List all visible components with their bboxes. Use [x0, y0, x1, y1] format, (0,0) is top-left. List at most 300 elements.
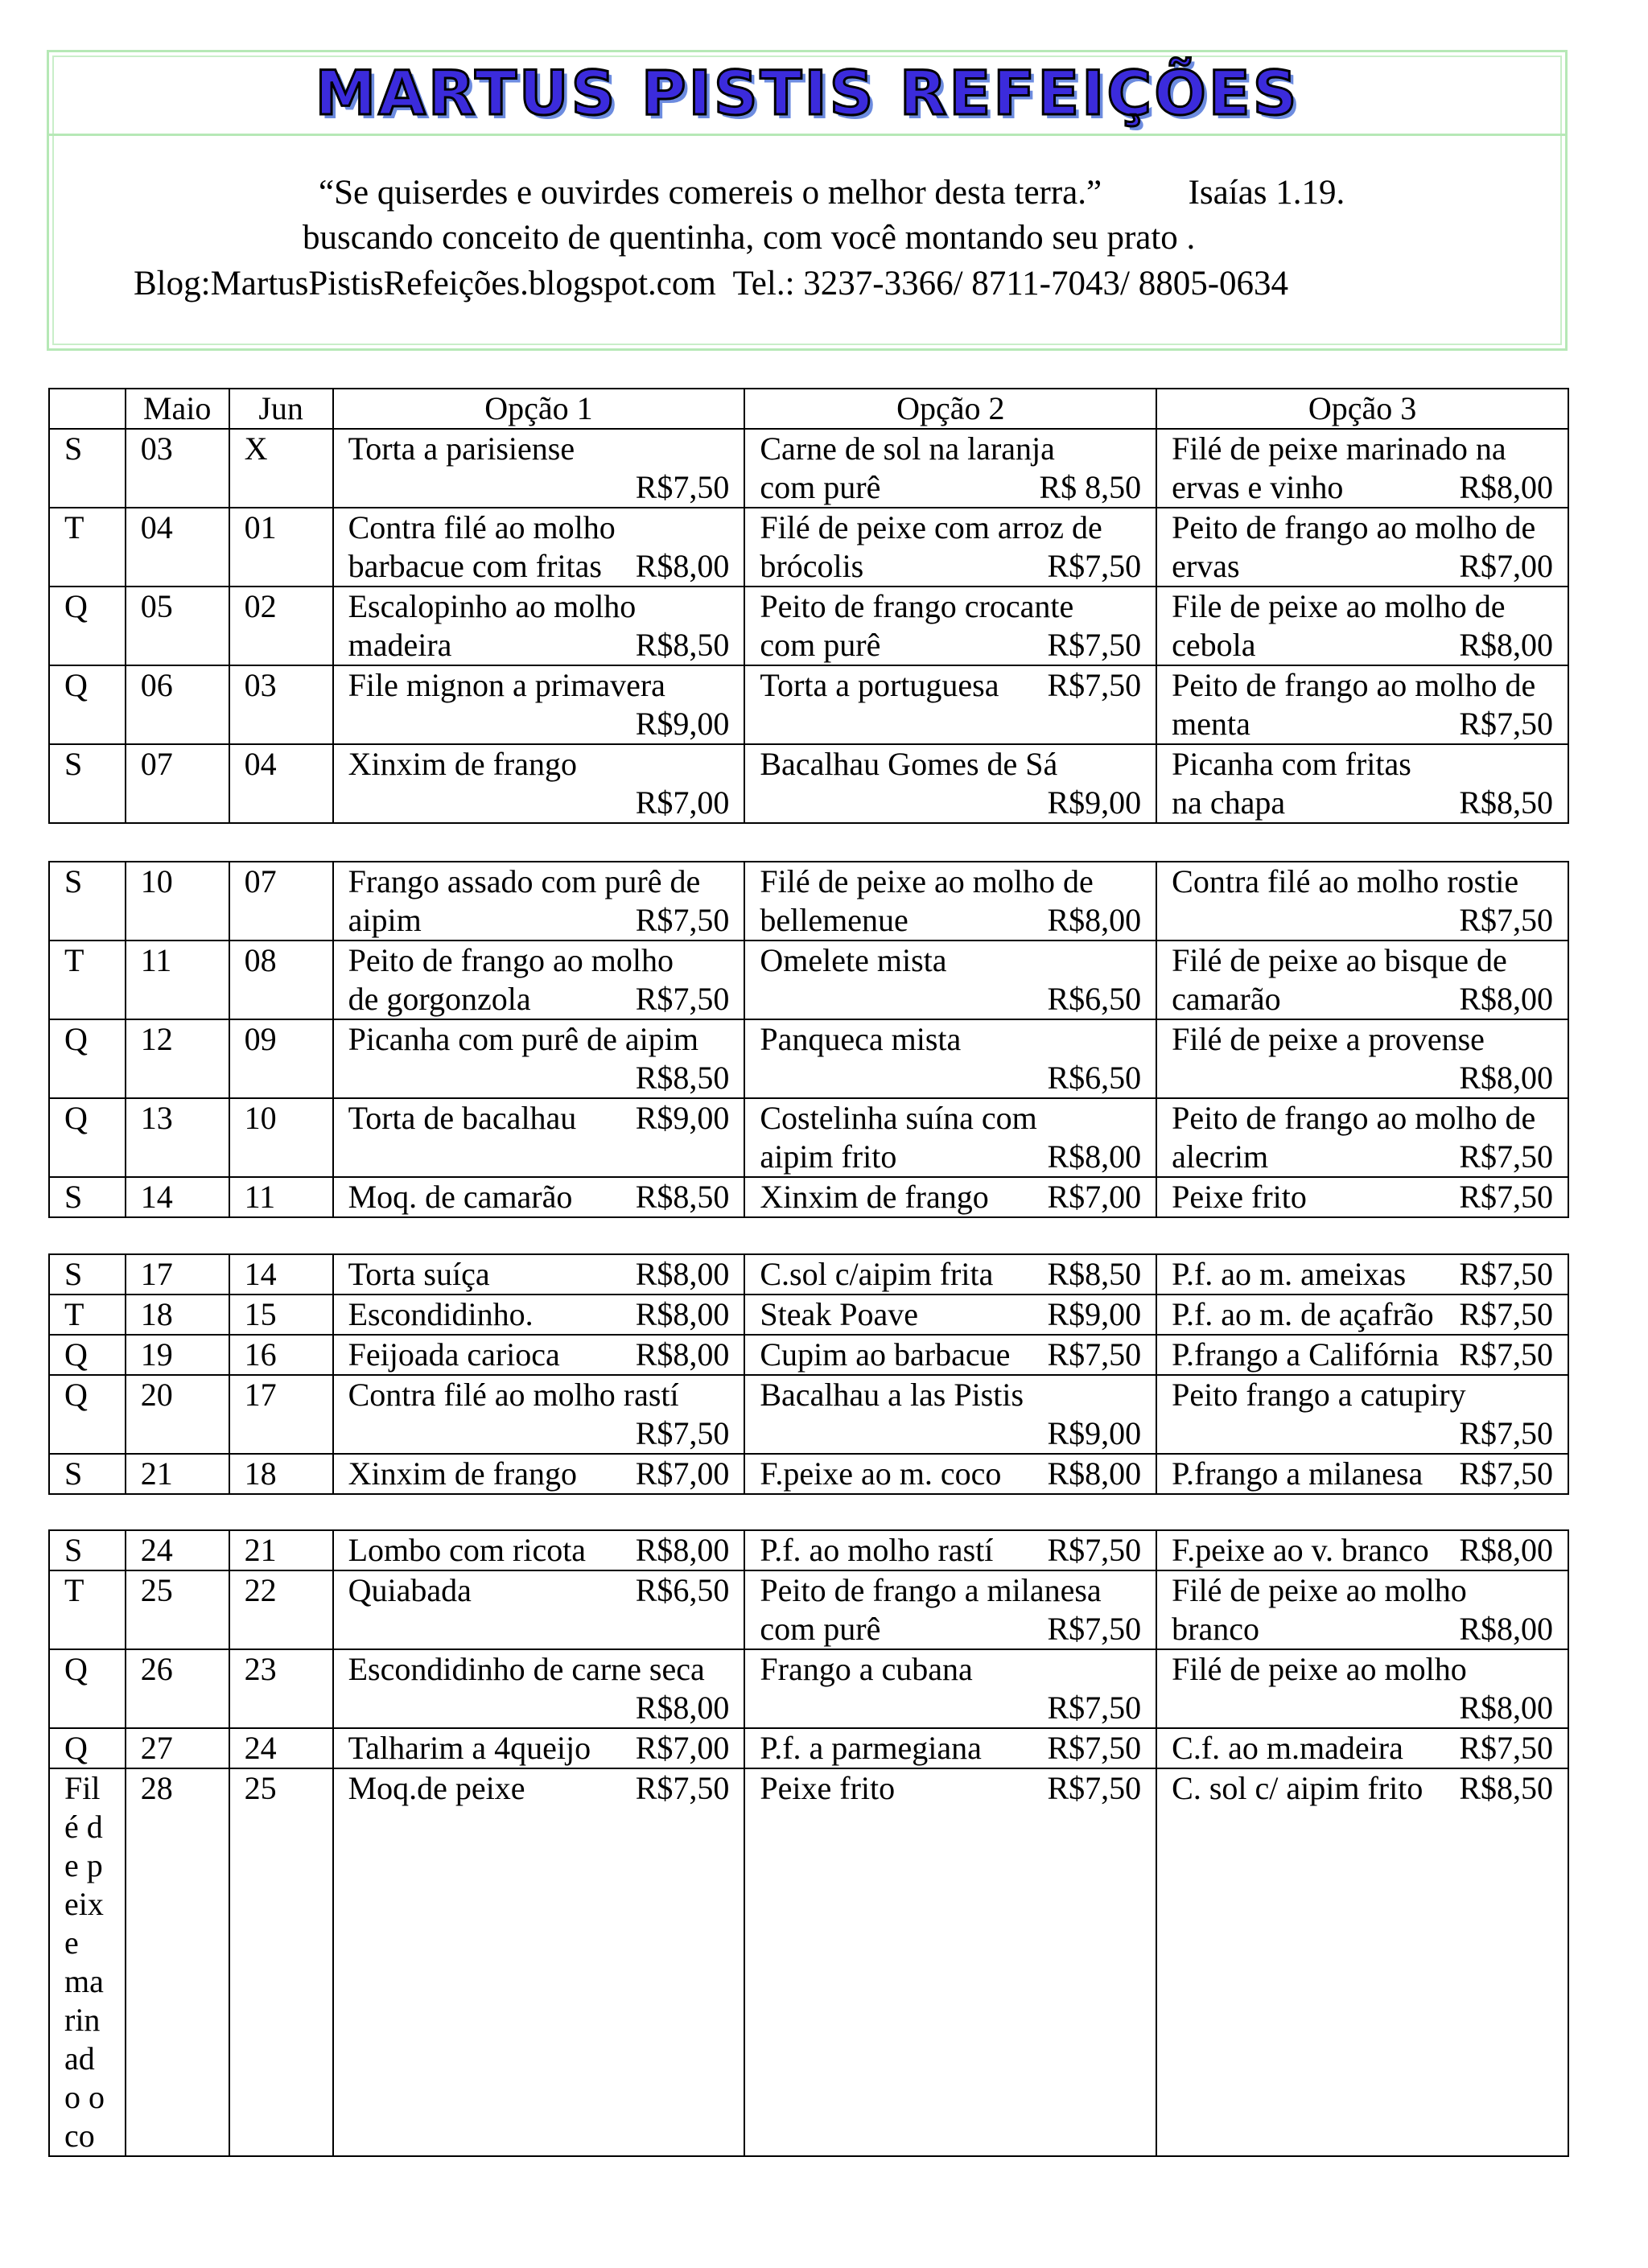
- weekday-cell: [49, 941, 126, 1019]
- table-row: [49, 744, 1568, 823]
- dish-price: R$8,00: [1459, 1532, 1553, 1568]
- opcao-3-cell: [1156, 587, 1568, 665]
- maio-date-cell: [126, 1335, 229, 1375]
- dish-name-continued: aipim frito: [760, 1138, 897, 1175]
- dish-price: R$7,50: [1047, 1730, 1142, 1766]
- dish-price: R$9,00: [635, 1100, 730, 1136]
- dish-name: Omelete mista: [760, 942, 947, 978]
- dish-price: R$7,50: [1047, 1532, 1142, 1568]
- maio-date-cell-text: 07: [140, 746, 173, 782]
- dish-line: [1172, 1455, 1553, 1493]
- dish-name: Moq. de camarão: [348, 1179, 573, 1215]
- opcao-2-cell: [744, 1295, 1156, 1335]
- dish-name: Carne de sol na laranja: [760, 430, 1055, 467]
- weekday-cell: [49, 587, 126, 665]
- dish-line: [760, 1336, 1141, 1374]
- dish-name: Filé de peixe a provense: [1172, 1021, 1485, 1057]
- header-day-cell: [49, 389, 126, 429]
- dish-name-continued: bellemenue: [760, 902, 908, 938]
- table-row: [49, 1019, 1568, 1098]
- menu-week-table: [48, 388, 1569, 824]
- weekday-cell: [49, 1768, 126, 2156]
- maio-date-cell: [126, 665, 229, 744]
- dish-price: R$7,00: [635, 1730, 730, 1766]
- dish-line: [760, 1531, 1141, 1570]
- dish-price: R$8,00: [1459, 1611, 1553, 1647]
- dish-name: Contra filé ao molho rastí: [348, 1377, 679, 1413]
- maio-date-cell: [126, 744, 229, 823]
- weekday-cell: [49, 1649, 126, 1728]
- dish-name: Torta de bacalhau: [348, 1100, 577, 1136]
- opcao-1-cell: [333, 1254, 745, 1295]
- weekday-cell-text: S: [64, 863, 83, 899]
- jun-date-cell-text: 04: [244, 746, 277, 782]
- dish-name: Feijoada carioca: [348, 1336, 560, 1373]
- table-row: [49, 1530, 1568, 1570]
- opcao-3-cell: [1156, 1254, 1568, 1295]
- jun-date-cell-text: 07: [244, 863, 277, 899]
- dish-name: Panqueca mista: [760, 1021, 962, 1057]
- dish-price: R$7,50: [1047, 1611, 1142, 1647]
- opcao-2-cell: [744, 744, 1156, 823]
- dish-name-continued: com purê: [760, 1611, 881, 1647]
- dish-name-continued: com purê: [760, 469, 881, 505]
- maio-date-cell-text: 21: [140, 1455, 173, 1492]
- dish-name: P.f. ao molho rastí: [760, 1532, 994, 1568]
- dish-name: C.f. ao m.madeira: [1172, 1730, 1403, 1766]
- opcao-1-cell: [333, 941, 745, 1019]
- table-row: [49, 587, 1568, 665]
- jun-date-cell: [229, 744, 333, 823]
- dish-name: Peixe frito: [760, 1770, 896, 1806]
- header-opcao-3: Opção 3: [1156, 389, 1568, 429]
- dish-name: F.peixe ao v. branco: [1172, 1532, 1429, 1568]
- dish-name: Escalopinho ao molho: [348, 588, 637, 624]
- dish-name: Torta a parisiense: [348, 430, 575, 467]
- table-row: [49, 862, 1568, 941]
- menu-week-table: [48, 861, 1569, 1218]
- dish-line: [1172, 1729, 1553, 1768]
- dish-name: Contra filé ao molho rostie: [1172, 863, 1519, 899]
- dish-price: R$8,00: [635, 1690, 730, 1726]
- dish-price: R$7,50: [1459, 1296, 1553, 1332]
- opcao-2-cell: [744, 1019, 1156, 1098]
- weekday-cell-text: S: [64, 1455, 83, 1492]
- opcao-1-cell: [333, 665, 745, 744]
- dish-line: [348, 1531, 730, 1570]
- opcao-3-cell: [1156, 1454, 1568, 1494]
- maio-date-cell: [126, 1649, 229, 1728]
- opcao-3-cell: [1156, 1530, 1568, 1570]
- jun-date-cell-text: 09: [244, 1021, 277, 1057]
- jun-date-cell-text: X: [244, 430, 268, 467]
- opcao-1-cell: [333, 1295, 745, 1335]
- weekday-cell: [49, 1177, 126, 1217]
- dish-name: Torta a portuguesa: [760, 667, 999, 703]
- dish-price: R$8,00: [1459, 1060, 1553, 1096]
- dish-name: P.f. a parmegiana: [760, 1730, 982, 1766]
- opcao-2-cell: [744, 1649, 1156, 1728]
- header-row: [49, 389, 1568, 429]
- dish-line: [760, 1455, 1141, 1493]
- weekday-cell: [49, 1335, 126, 1375]
- dish-price: R$8,00: [635, 1256, 730, 1292]
- maio-date-cell-text: 10: [140, 863, 173, 899]
- jun-date-cell: [229, 1098, 333, 1177]
- weekday-cell: [49, 1530, 126, 1570]
- table-row: [49, 1454, 1568, 1494]
- dish-name: Quiabada: [348, 1572, 472, 1608]
- menu-week-table: [48, 1253, 1569, 1495]
- jun-date-cell: [229, 1254, 333, 1295]
- dish-line: [1172, 468, 1553, 507]
- dish-name: F.peixe ao m. coco: [760, 1455, 1002, 1492]
- dish-name: Xinxim de frango: [760, 1179, 989, 1215]
- maio-date-cell-text: 27: [140, 1730, 173, 1766]
- maio-date-cell-text: 24: [140, 1532, 173, 1568]
- dish-price: R$7,50: [635, 1770, 730, 1806]
- dish-name: Picanha com fritas: [1172, 746, 1411, 782]
- header-opcao-2: Opção 2: [744, 389, 1156, 429]
- dish-line: [348, 901, 730, 940]
- dish-line: [760, 666, 1141, 705]
- dish-price: R$7,50: [635, 469, 730, 505]
- dish-name: Bacalhau Gomes de Sá: [760, 746, 1058, 782]
- header-box: [47, 50, 1568, 351]
- dish-price: R$6,50: [1047, 981, 1142, 1017]
- jun-date-cell-text: 17: [244, 1377, 277, 1413]
- jun-date-cell-text: 03: [244, 667, 277, 703]
- dish-price: R$7,50: [1459, 902, 1553, 938]
- dish-name-continued: cebola: [1172, 627, 1256, 663]
- weekday-cell-text: S: [64, 1179, 83, 1215]
- dish-name: Peito de frango crocante: [760, 588, 1074, 624]
- opcao-3-cell: [1156, 1295, 1568, 1335]
- jun-date-cell: [229, 508, 333, 587]
- maio-date-cell: [126, 1295, 229, 1335]
- maio-date-cell-text: 13: [140, 1100, 173, 1136]
- dish-line: [1172, 1336, 1553, 1374]
- dish-line: [1172, 1138, 1553, 1176]
- dish-price: R$6,50: [635, 1572, 730, 1608]
- table-row: [49, 1728, 1568, 1768]
- dish-line: [760, 468, 1141, 507]
- jun-date-cell-text: 21: [244, 1532, 277, 1568]
- maio-date-cell: [126, 1530, 229, 1570]
- maio-date-cell: [126, 429, 229, 508]
- dish-price: R$7,50: [1459, 1179, 1553, 1215]
- table-row: [49, 1098, 1568, 1177]
- dish-price: R$9,00: [1047, 1296, 1142, 1332]
- dish-name: Costelinha suína com: [760, 1100, 1037, 1136]
- dish-price: R$6,50: [1047, 1060, 1142, 1096]
- opcao-1-cell: [333, 1098, 745, 1177]
- table-row: [49, 1768, 1568, 2156]
- weekday-cell-text: Q: [64, 1100, 88, 1136]
- maio-date-cell-text: 03: [140, 430, 173, 467]
- dish-price: R$8,50: [1047, 1256, 1142, 1292]
- maio-date-cell-text: 18: [140, 1296, 173, 1332]
- dish-name-continued: aipim: [348, 902, 422, 938]
- header-jun: Jun: [229, 389, 333, 429]
- dish-price: R$7,00: [1459, 548, 1553, 584]
- table-row: [49, 665, 1568, 744]
- maio-date-cell-text: 17: [140, 1256, 173, 1292]
- jun-date-cell-text: 15: [244, 1296, 277, 1332]
- dish-name: Moq.de peixe: [348, 1770, 525, 1806]
- jun-date-cell: [229, 862, 333, 941]
- opcao-3-cell: [1156, 508, 1568, 587]
- dish-name: Lombo com ricota: [348, 1532, 587, 1568]
- weekday-cell: [49, 1454, 126, 1494]
- dish-line: [760, 1729, 1141, 1768]
- dish-name: Cupim ao barbacue: [760, 1336, 1011, 1373]
- opcao-3-cell: [1156, 1728, 1568, 1768]
- opcao-2-cell: [744, 1454, 1156, 1494]
- dish-price: R$7,50: [1047, 548, 1142, 584]
- dish-price: R$7,50: [1047, 667, 1142, 703]
- maio-date-cell-text: 04: [140, 509, 173, 545]
- dish-price: R$8,00: [1047, 1138, 1142, 1175]
- opcao-3-cell: [1156, 744, 1568, 823]
- dish-line: [348, 980, 730, 1019]
- tagline: buscando conceito de quentinha, com você montando seu prato .: [303, 219, 1196, 257]
- dish-price: R$8,50: [635, 1060, 730, 1096]
- dish-line: [760, 1769, 1141, 1808]
- jun-date-cell: [229, 1768, 333, 2156]
- maio-date-cell: [126, 587, 229, 665]
- dish-name-continued: de gorgonzola: [348, 981, 531, 1017]
- weekday-cell: [49, 508, 126, 587]
- dish-name: Steak Poave: [760, 1296, 918, 1332]
- opcao-3-cell: [1156, 665, 1568, 744]
- weekday-cell-text: T: [64, 942, 84, 978]
- jun-date-cell: [229, 1728, 333, 1768]
- dish-price: R$9,00: [1047, 1415, 1142, 1451]
- header-opcao-1: Opção 1: [333, 389, 745, 429]
- menu-week-table: [48, 1529, 1569, 2157]
- dish-line: [1172, 705, 1553, 743]
- maio-date-cell: [126, 1177, 229, 1217]
- dish-name: Escondidinho.: [348, 1296, 534, 1332]
- jun-date-cell: [229, 1177, 333, 1217]
- weekday-cell: [49, 1295, 126, 1335]
- opcao-2-cell: [744, 1728, 1156, 1768]
- dish-name: Contra filé ao molho: [348, 509, 616, 545]
- dish-name: P.frango a Califórnia: [1172, 1336, 1440, 1373]
- table-row: [49, 1295, 1568, 1335]
- opcao-2-cell: [744, 1098, 1156, 1177]
- dish-line: [348, 1769, 730, 1808]
- maio-date-cell: [126, 1098, 229, 1177]
- dish-price: R$7,50: [635, 1415, 730, 1451]
- weekday-cell-text: Q: [64, 588, 88, 624]
- dish-name: Peixe frito: [1172, 1179, 1307, 1215]
- dish-name: Xinxim de frango: [348, 1455, 577, 1492]
- opcao-2-cell: [744, 587, 1156, 665]
- maio-date-cell-text: 11: [140, 942, 172, 978]
- opcao-1-cell: [333, 1570, 745, 1649]
- dish-name-continued: barbacue com fritas: [348, 548, 602, 584]
- table-row: [49, 1254, 1568, 1295]
- maio-date-cell: [126, 1570, 229, 1649]
- contact-info: Blog:MartusPistisRefeições.blogspot.com Tel.: 3237-3366/ 8711-7043/ 8805-0634: [134, 265, 1289, 303]
- dish-price: R$8,00: [1459, 1690, 1553, 1726]
- dish-name-continued: camarão: [1172, 981, 1281, 1017]
- dish-line: [1172, 1178, 1553, 1216]
- dish-name: P.f. ao m. ameixas: [1172, 1256, 1407, 1292]
- weekday-cell-text: S: [64, 1256, 83, 1292]
- dish-line: [760, 1138, 1141, 1176]
- dish-name-continued: com purê: [760, 627, 881, 663]
- weekday-cell-text: S: [64, 746, 83, 782]
- opcao-1-cell: [333, 1335, 745, 1375]
- dish-line: [348, 1099, 730, 1138]
- opcao-3-cell: [1156, 1768, 1568, 2156]
- dish-price: R$7,50: [1459, 1336, 1553, 1373]
- jun-date-cell: [229, 587, 333, 665]
- dish-price: R$8,50: [635, 1179, 730, 1215]
- dish-name: File mignon a primavera: [348, 667, 665, 703]
- dish-line: [760, 1610, 1141, 1649]
- dish-name-continued: alecrim: [1172, 1138, 1269, 1175]
- dish-name: Picanha com purê de aipim: [348, 1021, 699, 1057]
- opcao-3-cell: [1156, 429, 1568, 508]
- table-row: [49, 1570, 1568, 1649]
- jun-date-cell-text: 18: [244, 1455, 277, 1492]
- dish-price: R$7,50: [635, 902, 730, 938]
- dish-name: Filé de peixe ao molho de: [760, 863, 1094, 899]
- jun-date-cell: [229, 429, 333, 508]
- dish-price: R$8,50: [1459, 1770, 1553, 1806]
- dish-line: [1172, 980, 1553, 1019]
- dish-price: R$7,50: [1459, 1455, 1553, 1492]
- weekday-cell: [49, 744, 126, 823]
- weekday-cell: [49, 1019, 126, 1098]
- maio-date-cell-text: 28: [140, 1770, 173, 1806]
- jun-date-cell: [229, 1019, 333, 1098]
- dish-line: [1172, 1531, 1553, 1570]
- dish-price: R$7,50: [1459, 1256, 1553, 1292]
- weekday-cell: [49, 1728, 126, 1768]
- jun-date-cell-text: 10: [244, 1100, 277, 1136]
- dish-line: [348, 626, 730, 665]
- dish-line: [760, 1255, 1141, 1294]
- maio-date-cell: [126, 862, 229, 941]
- jun-date-cell: [229, 941, 333, 1019]
- dish-line: [1172, 784, 1553, 822]
- weekday-cell-text: S: [64, 1532, 83, 1568]
- maio-date-cell-text: 06: [140, 667, 173, 703]
- dish-name-continued: branco: [1172, 1611, 1259, 1647]
- weekday-cell-text: Q: [64, 1336, 88, 1373]
- jun-date-cell-text: 11: [244, 1179, 276, 1215]
- dish-name: Peito de frango ao molho de: [1172, 667, 1536, 703]
- dish-name: P.f. ao m. de açafrão: [1172, 1296, 1434, 1332]
- restaurant-title: MARTUS PISTIS REFEIÇÕES: [315, 57, 1300, 129]
- dish-line: [1172, 1255, 1553, 1294]
- table-row: [49, 1375, 1568, 1454]
- dish-name: Filé de peixe ao molho: [1172, 1651, 1467, 1687]
- dish-name: Xinxim de frango: [348, 746, 577, 782]
- dish-name-continued: menta: [1172, 706, 1250, 742]
- dish-line: [348, 1295, 730, 1334]
- jun-date-cell: [229, 1454, 333, 1494]
- dish-price: R$8,00: [1459, 627, 1553, 663]
- dish-price: R$9,00: [635, 706, 730, 742]
- opcao-2-cell: [744, 1530, 1156, 1570]
- jun-date-cell-text: 02: [244, 588, 277, 624]
- maio-date-cell: [126, 1454, 229, 1494]
- opcao-1-cell: [333, 744, 745, 823]
- dish-name: P.frango a milanesa: [1172, 1455, 1423, 1492]
- dish-price: R$7,50: [1459, 1415, 1553, 1451]
- header-maio: Maio: [126, 389, 229, 429]
- maio-date-cell-text: 26: [140, 1651, 173, 1687]
- dish-name: Torta suíça: [348, 1256, 490, 1292]
- table-row: [49, 1335, 1568, 1375]
- dish-price: R$8,00: [1047, 1455, 1142, 1492]
- opcao-1-cell: [333, 1375, 745, 1454]
- maio-date-cell: [126, 1019, 229, 1098]
- jun-date-cell-text: 23: [244, 1651, 277, 1687]
- dish-line: [348, 1455, 730, 1493]
- dish-price: R$7,00: [635, 784, 730, 821]
- jun-date-cell-text: 08: [244, 942, 277, 978]
- opcao-2-cell: [744, 665, 1156, 744]
- jun-date-cell-text: 24: [244, 1730, 277, 1766]
- table-row: [49, 941, 1568, 1019]
- dish-price: R$ 8,50: [1039, 469, 1142, 505]
- dish-price: R$8,00: [635, 1532, 730, 1568]
- weekday-cell-text: Q: [64, 1730, 88, 1766]
- opcao-1-cell: [333, 1768, 745, 2156]
- dish-name: Bacalhau a las Pistis: [760, 1377, 1024, 1413]
- dish-line: [760, 547, 1141, 586]
- opcao-2-cell: [744, 1177, 1156, 1217]
- opcao-3-cell: [1156, 1335, 1568, 1375]
- dish-line: [1172, 547, 1553, 586]
- opcao-1-cell: [333, 508, 745, 587]
- jun-date-cell-text: 25: [244, 1770, 277, 1806]
- maio-date-cell-text: 19: [140, 1336, 173, 1373]
- dish-name-continued: brócolis: [760, 548, 864, 584]
- weekday-cell: [49, 1254, 126, 1295]
- jun-date-cell: [229, 1649, 333, 1728]
- opcao-3-cell: [1156, 1098, 1568, 1177]
- jun-date-cell-text: 16: [244, 1336, 277, 1373]
- opcao-1-cell: [333, 1454, 745, 1494]
- weekday-cell-text: Filé de peixe marinado o co: [64, 1770, 105, 2154]
- dish-price: R$7,50: [1047, 1770, 1142, 1806]
- weekday-cell: [49, 862, 126, 941]
- dish-line: [348, 1571, 730, 1610]
- dish-name: Peito de frango ao molho de: [1172, 1100, 1536, 1136]
- dish-name: Peito de frango a milanesa: [760, 1572, 1102, 1608]
- dish-price: R$7,00: [635, 1455, 730, 1492]
- opcao-3-cell: [1156, 1649, 1568, 1728]
- maio-date-cell-text: 14: [140, 1179, 173, 1215]
- dish-price: R$7,50: [1047, 1336, 1142, 1373]
- dish-line: [348, 547, 730, 586]
- dish-price: R$7,50: [1459, 1138, 1553, 1175]
- maio-date-cell: [126, 1375, 229, 1454]
- opcao-1-cell: [333, 1530, 745, 1570]
- weekday-cell-text: Q: [64, 667, 88, 703]
- dish-name: Talharim a 4queijo: [348, 1730, 591, 1766]
- dish-line: [1172, 1769, 1553, 1808]
- table-row: [49, 508, 1568, 587]
